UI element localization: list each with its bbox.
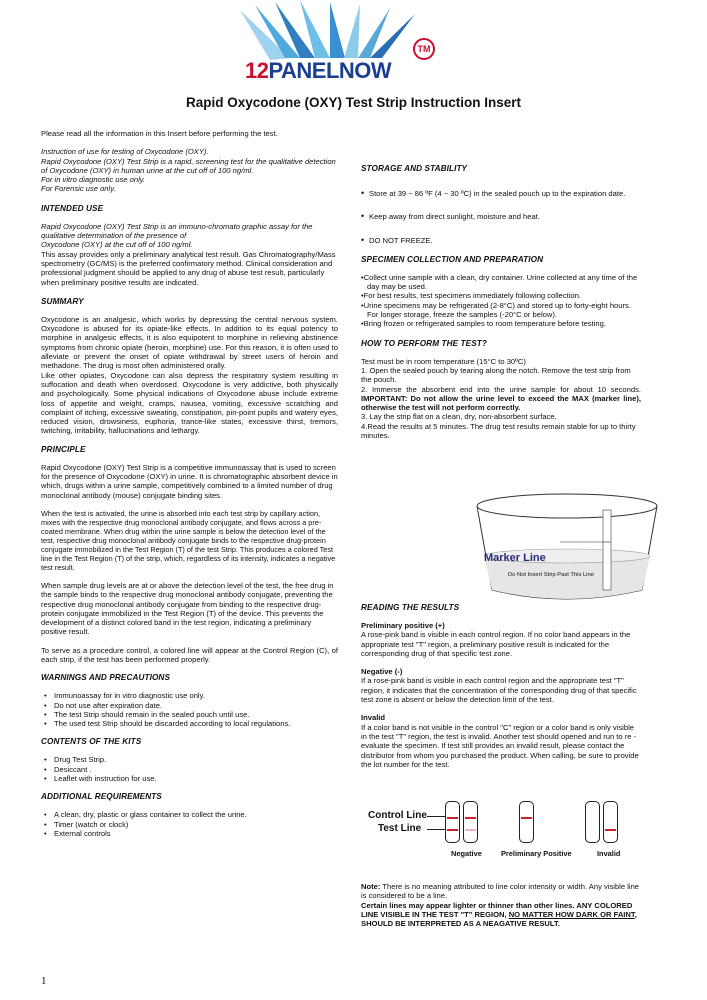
- invalid-text: If a color band is not visible in the control "C" region or a color band is only visible in the test "T" region, the test is invalid. Another test should opened and run to re -evaluate the specimen. If test still provides an invalid result, please contact the distributor from whom you purchased the product. When calling, be sure to provide the lot number for the test.: [361, 722, 639, 769]
- list-item: • Immunoassay for in vitro diagnostic use only.: [41, 691, 338, 700]
- reading-section: [361, 603, 641, 769]
- list-item: •For best results, test specimens immediately following collection.: [361, 291, 582, 301]
- positive-title: Preliminary positive (+): [361, 621, 445, 630]
- left-column: [41, 129, 338, 838]
- additional-heading: ADDITIONAL REQUIREMENTS: [41, 792, 162, 802]
- list-item: • A clean, dry, plastic or glass container to collect the urine.: [41, 810, 338, 819]
- note-block: [361, 882, 641, 928]
- warnings-heading: WARNINGS AND PRECAUTIONS: [41, 673, 171, 683]
- list-item: • DO NOT FREEZE.: [361, 236, 641, 245]
- summary-heading: SUMMARY: [41, 296, 84, 306]
- invalid-title: Invalid: [361, 713, 386, 723]
- list-item: • Leaflet with instruction for use.: [41, 774, 338, 783]
- list-item: • Desiccant .: [41, 765, 338, 774]
- howto-heading: HOW TO PERFORM THE TEST?: [361, 338, 487, 348]
- list-item: • Do not use after expiration date.: [41, 701, 338, 710]
- principle-text: When sample drug levels are at or above the detection level of the test, the free drug in the sample binds to the respective drug monoclonal antibody conjugate, preventing the respective drug monoclonal antibody conjugate from binding to the respective drug-protein conjugate immobilized in the Test Region (T) of the device. This prevents the development of a distinct colored band in the test region, indicating a preliminary positive result.: [41, 580, 334, 637]
- logo: [225, 0, 455, 90]
- list-item: • External controls: [41, 829, 338, 838]
- invalid-caption: Invalid: [597, 849, 621, 858]
- page-number: 1: [41, 975, 47, 987]
- howto-step: Test must be in room temperature (15°C to 30ºC): [361, 356, 526, 366]
- instruction-block: [41, 147, 338, 193]
- marker-line-label: Marker Line: [484, 552, 546, 564]
- reading-heading: READING THE RESULTS: [361, 603, 460, 612]
- marker-line-caption: Do Not Insert Strip Past This Line: [508, 572, 594, 578]
- howto-body: [361, 357, 641, 441]
- invalid-strip: [585, 801, 600, 843]
- howto-step: 2. Immerse the absorbent end into the urine sample for about 10 seconds. IMPORTANT: Do not allow the urine level to exceed the MAX (marker line), otherwise the test will not perform correctly.: [361, 384, 641, 413]
- positive-text: A rose-pink band is visible in each control region. If no color band appears in the appropriate test "T" region, a preliminary positive result is indicated for the corresponding drug of that specific test zone.: [361, 630, 631, 658]
- storage-list: [361, 189, 641, 245]
- negative-title: Negative (-): [361, 667, 403, 677]
- list-item: • Drug Test Strip.: [41, 755, 338, 764]
- urine-cup-icon: [470, 490, 660, 605]
- invalid-strip: [603, 801, 618, 843]
- principle-text: When the test is activated, the urine is absorbed into each test strip by capillary action, mixes with the respective drug monoclonal antibody conjugate, and flows across a pre-coated membrane. When drug within the urine sample is below the detection level of the test, respective drug monoclonal antibody conjugate binds to the respective drug-protein conjugate immobilized in the Test Region (T) of the test Strip. This produces a colored Test line in the Test Region (T) of the strip, which, regardless of its intensity, indicates a negative test result.: [41, 508, 336, 572]
- specimen-heading: SPECIMEN COLLECTION AND PREPARATION: [361, 254, 544, 264]
- intended-use-text: This assay provides only a preliminary analytical test result. Gas Chromatography/Mass spectrometry (GC/MS) is the preferred confirmatory method. Clinical consideration and professional judgment should be applied to any drug of abuse test result, particularly when preliminary positive results are indicated.: [41, 249, 336, 287]
- prelim-caption: Preliminary Positive: [501, 849, 572, 858]
- list-item: • The used test Strip should be discarded according to local regulations.: [41, 719, 338, 728]
- list-item: •Bring frozen or refrigerated samples to room temperature before testing.: [361, 319, 606, 329]
- logo-wordmark: 12PANELNOW: [245, 58, 392, 83]
- list-item: • Store at 39 ~ 86 ºF (4 ~ 30 ºC) in the sealed pouch up to the expiration date.: [361, 189, 641, 198]
- principle-text: To serve as a procedure control, a colored line will appear at the Control Region (C), of each strip, if the test has been performed properly.: [41, 645, 338, 664]
- control-line-label: Control Line: [368, 810, 427, 821]
- instruction-line: Instruction of use for testing of Oxycodone (OXY).: [41, 147, 209, 157]
- test-line-label: Test Line: [378, 823, 422, 834]
- principle-text: Rapid Oxycodone (OXY) Test Strip is a competitive immunoassay that is used to screen for the presence of Oxycodone (OXY) in urine. It is chromatographic absorbent device in which, drugs within a urine sample, competitively combined to a limited number of drug monoclonal antibody (mouse) conjugate binding sites.: [41, 462, 338, 500]
- principle-heading: PRINCIPLE: [41, 444, 86, 454]
- list-item: • Timer (watch or clock): [41, 820, 338, 829]
- negative-strip: [463, 801, 478, 843]
- howto-step: 3. Lay the strip flat on a clean, dry, non-absorbent surface.: [361, 412, 557, 422]
- positive-strip: [519, 801, 534, 843]
- storage-heading: STORAGE AND STABILITY: [361, 164, 468, 173]
- summary-text: Oxycodone is an analgesic, which works by depressing the central nervous system. Oxycodone is abused for its opiate-like effects. In addition to its equal potency to morphine in analgesic effects, it is also equipotent to morphine in relieving abstinence symptoms from chronic opiate (heroin, morphine) use. For this reason, it is often used to alleviate or prevent the onset of opiate withdrawal by street users of heroin and methadone. The drug is most often administered orally.: [41, 314, 338, 371]
- intended-use-body: [41, 222, 338, 287]
- summary-text: Like other opiates, Oxycodone can also depress the respiratory system resulting in suffocation and death when overdosed. Oxycodone is very addictive, both physically and psychologically. Some physical indications of Oxycodone abuse include extreme loss of appetite and weight, cramps, nausea, vomiting, excessive scratching and complaint of itching, excessive sweating, constipation, pin-point pupils and watery eyes, reduced vision, drowsiness, euphoria, trance-like states, excessive thirst, tremors, twitching, irritability, hallucinations and lethargy.: [41, 370, 338, 436]
- note-text: Note: There is no meaning attributed to line color intensity or width. Any visible line is considered to be a line.: [361, 882, 640, 901]
- negative-caption: Negative: [451, 849, 482, 858]
- instruction-line: For Forensic use only.: [41, 184, 116, 194]
- negative-text: If a rose-pink band is visible in each control region and the appropriate test "T" region, it indicates that the concentration of the corresponding drug of that specific test zone is absent or below the detection limit of the test.: [361, 676, 637, 705]
- list-item: • Keep away from direct sunlight, moisture and heat.: [361, 212, 641, 221]
- page-title: Rapid Oxycodone (OXY) Test Strip Instruction Insert: [185, 95, 522, 110]
- specimen-list: [361, 273, 641, 329]
- contents-heading: CONTENTS OF THE KITS: [41, 737, 142, 747]
- right-column: [361, 164, 641, 440]
- intended-use-text: Rapid Oxycodone (OXY) Test Strip is an immuno-chromato graphic assay for the qualitative determination of the presence of: [41, 221, 313, 241]
- list-item: • The test Strip should remain in the sealed pouch until use.: [41, 710, 338, 719]
- cup-figure: [470, 490, 660, 605]
- howto-step: 1. Open the sealed pouch by tearing along the notch. Remove the test strip from the pouch.: [361, 365, 631, 385]
- list-item: •Collect urine sample with a clean, dry container. Urine collected at any time of the day may be used.: [361, 272, 638, 292]
- intro-text: Please read all the information in this Insert before performing the test.: [41, 129, 278, 138]
- additional-list: [41, 810, 338, 838]
- trademark-badge: TM: [413, 38, 435, 60]
- logo-fan-graphic: [230, 0, 430, 60]
- contents-list: [41, 755, 338, 783]
- note-warning: Certain lines may appear lighter or thinner than other lines. ANY COLORED LINE VISIBLE IN THE TEST "T" REGION, NO MATTER HOW DARK OR FAINT, SHOULD BE INTERPRETED AS A NEAGATIVE RESULT.: [361, 900, 637, 929]
- intended-use-cutoff: Oxycodone (OXY) at the cut off of 100 ng/ml.: [41, 240, 193, 250]
- instruction-line: Rapid Oxycodone (OXY) Test Strip is a rapid, screening test for the qualitative detection of Oxycodone (OXY) in human urine at the cut off of 100 ng/ml.: [41, 156, 336, 175]
- howto-step: 4.Read the results at 5 minutes. The drug test results remain stable for up to thirty minutes.: [361, 421, 636, 441]
- list-item: •Urine specimens may be refrigerated (2-8°C) and stored up to forty-eight hours. For longer storage, freeze the samples (-20°C or below).: [361, 300, 631, 320]
- result-figure: [361, 798, 641, 862]
- summary-body: [41, 315, 338, 436]
- intended-use-heading: INTENDED USE: [41, 203, 104, 213]
- negative-strip: [445, 801, 460, 843]
- warnings-list: [41, 691, 338, 728]
- instruction-line: For in vitro diagnostic use only.: [41, 175, 146, 185]
